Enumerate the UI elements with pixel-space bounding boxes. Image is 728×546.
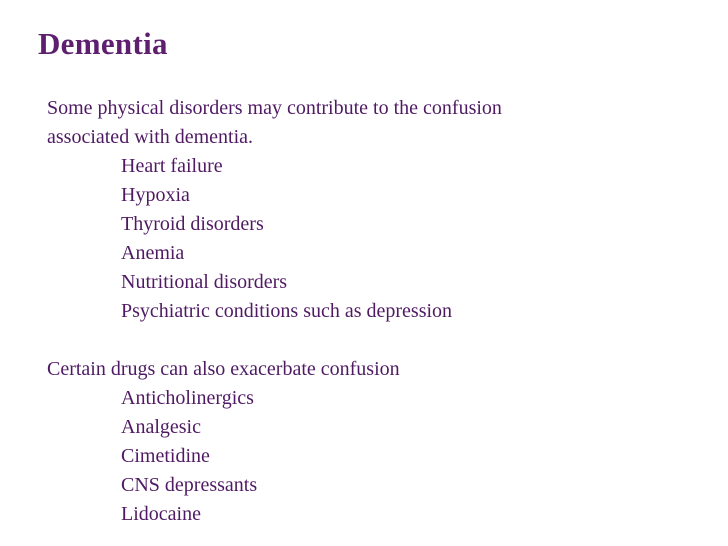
- list-item-thyroid-disorders: Thyroid disorders: [121, 213, 264, 235]
- list-item-cns-depressants: CNS depressants: [121, 474, 258, 496]
- list-item-psychiatric-conditions: Psychiatric conditions such as depression: [121, 300, 453, 322]
- list-item-cimetidine: Cimetidine: [121, 445, 210, 467]
- slide-title: Dementia: [38, 26, 168, 61]
- section2-intro: Certain drugs can also exacerbate confusion: [47, 358, 400, 380]
- list-item-analgesic: Analgesic: [121, 416, 201, 438]
- section1-intro-line2: associated with dementia.: [47, 126, 254, 148]
- list-item-lidocaine: Lidocaine: [121, 503, 201, 525]
- physical-disorders-list: [47, 152, 687, 326]
- section-spacer: [47, 326, 687, 355]
- list-item-anticholinergics: Anticholinergics: [121, 387, 254, 409]
- slide-body: [47, 94, 687, 529]
- list-item-nutritional-disorders: Nutritional disorders: [121, 271, 288, 293]
- list-item-heart-failure: Heart failure: [121, 155, 223, 177]
- drugs-list: [47, 384, 687, 529]
- list-item-anemia: Anemia: [121, 242, 185, 264]
- section1-intro-line1: Some physical disorders may contribute to the confusion: [47, 97, 502, 119]
- list-item-hypoxia: Hypoxia: [121, 184, 190, 206]
